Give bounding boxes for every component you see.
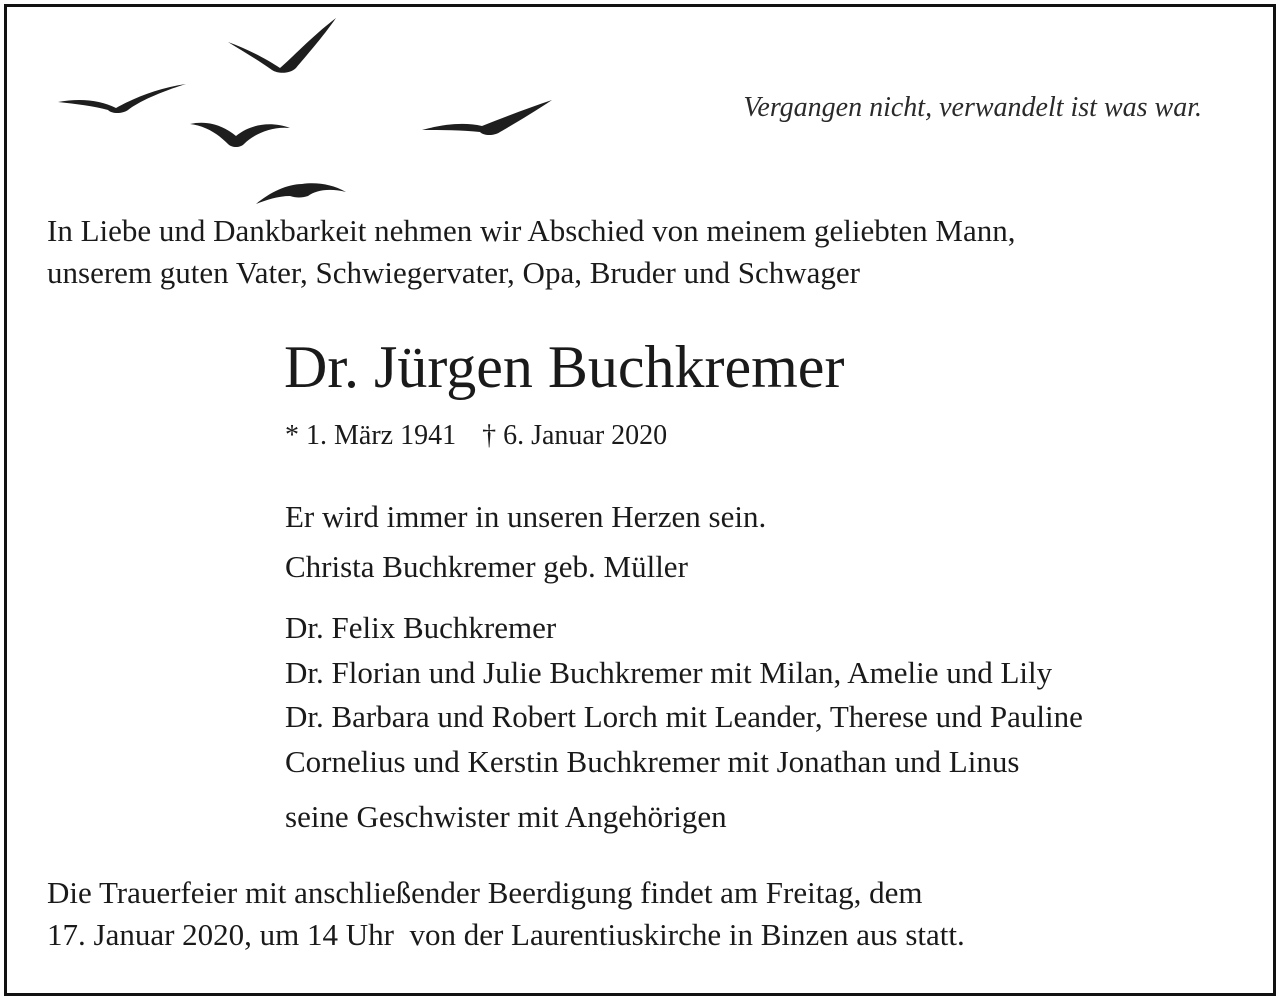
bird-icon (58, 84, 186, 113)
bird-icon (228, 18, 336, 73)
bird-icon (190, 123, 290, 147)
bird-icon (256, 183, 346, 204)
spouse-name: Christa Buchkremer geb. Müller (285, 549, 688, 584)
funeral-line: 17. Januar 2020, um 14 Uhr von der Laurentiuskirche in Binzen aus statt. (47, 917, 965, 952)
family-list (285, 606, 1083, 784)
intro-line: unserem guten Vater, Schwiegervater, Opa, Bruder und Schwager (47, 255, 861, 290)
funeral-info (47, 872, 965, 956)
family-member: Cornelius und Kerstin Buchkremer mit Jonathan und Linus (285, 743, 1020, 779)
funeral-line: Die Trauerfeier mit anschließender Beerdigung findet am Freitag, dem (47, 875, 923, 910)
intro-line: In Liebe und Dankbarkeit nehmen wir Abschied von meinem geliebten Mann, (47, 213, 1016, 248)
siblings-line: seine Geschwister mit Angehörigen (285, 799, 727, 834)
family-member: Dr. Florian und Julie Buchkremer mit Milan, Amelie und Lily (285, 654, 1053, 690)
motto: Vergangen nicht, verwandelt ist was war. (743, 92, 1202, 123)
memorial-quote: Er wird immer in unseren Herzen sein. (285, 499, 767, 534)
family-member: Dr. Barbara und Robert Lorch mit Leander, Therese und Pauline (285, 699, 1083, 734)
death-date: † 6. Januar 2020 (482, 420, 668, 451)
birth-date: * 1. März 1941 (285, 420, 457, 451)
life-dates (285, 418, 667, 454)
family-member: Dr. Felix Buchkremer (285, 610, 557, 645)
flying-birds-illustration (40, 12, 580, 212)
intro-text (47, 210, 1015, 294)
deceased-name: Dr. Jürgen Buchkremer (284, 334, 845, 400)
bird-icon (422, 100, 552, 135)
